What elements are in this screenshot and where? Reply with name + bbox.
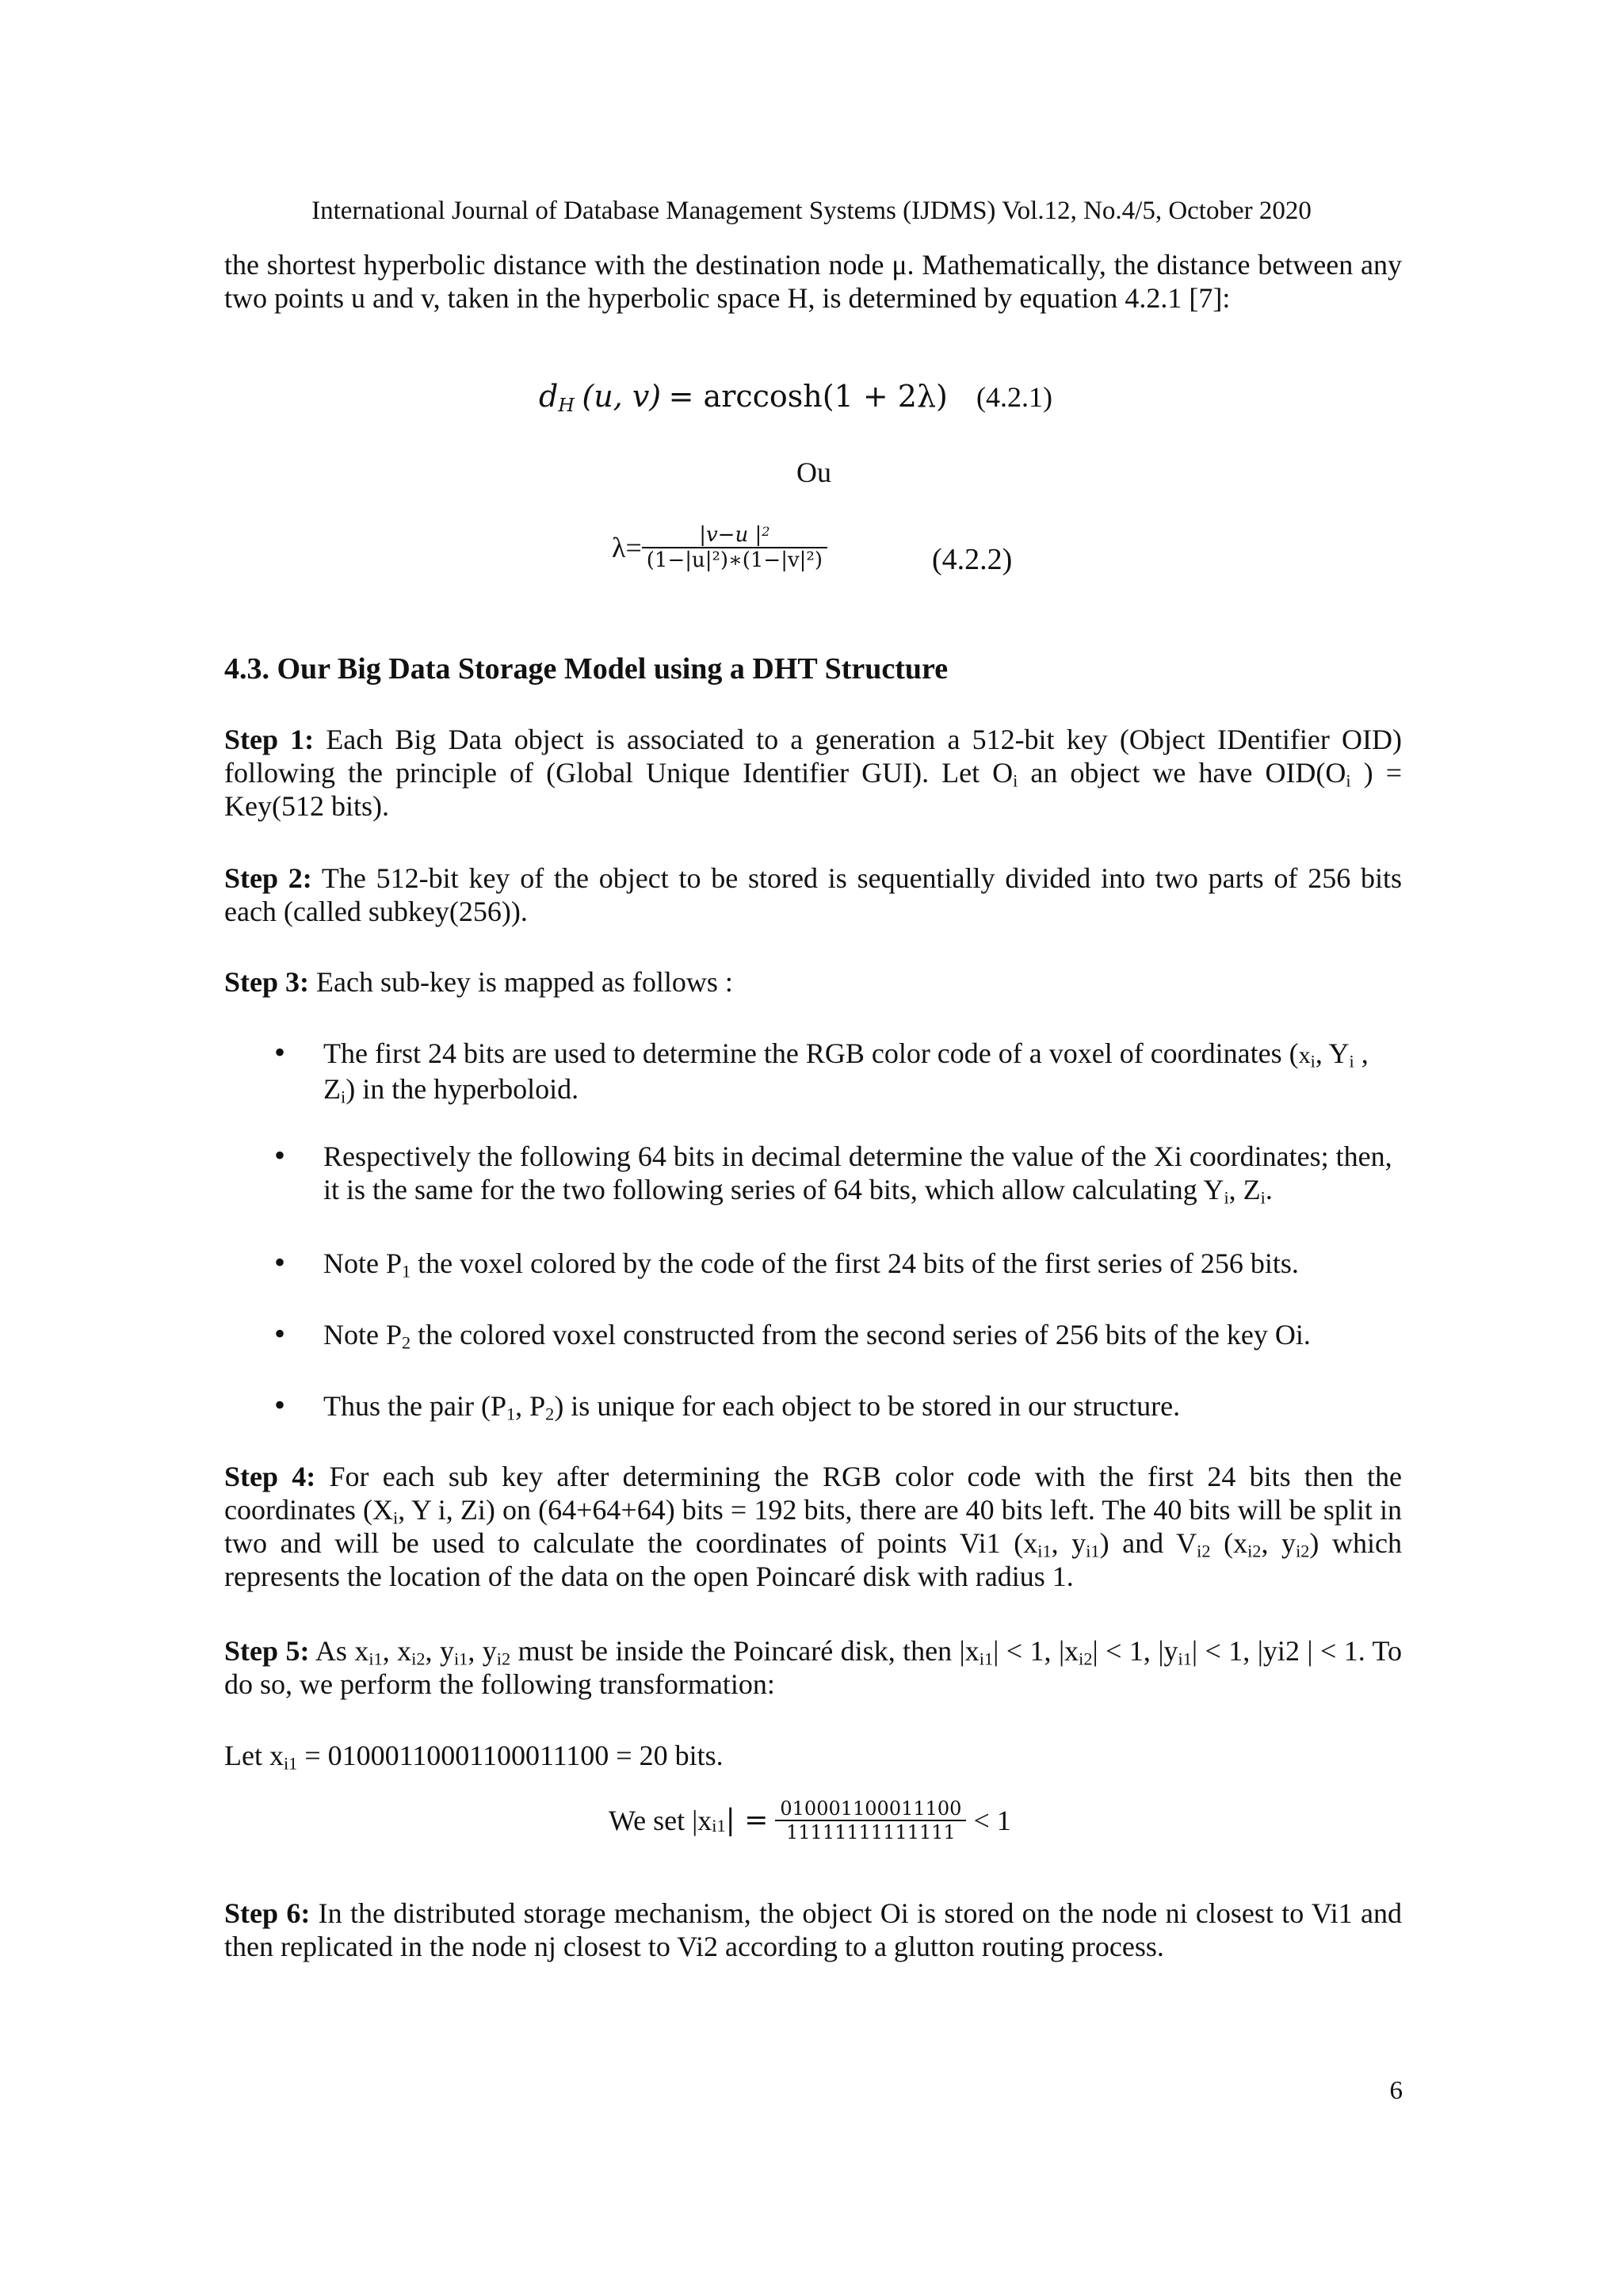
s4-h: (x (1210, 1527, 1248, 1559)
bullet-item-2 (323, 1140, 1403, 1206)
s5-c: , x (382, 1635, 412, 1667)
b1-b: x (1298, 1042, 1311, 1068)
eq3-prefix: We set |x (609, 1805, 712, 1836)
s5-o: | < 1, |yi2 | < 1. To do so, we perform the following transformation: (224, 1635, 1403, 1700)
eq1-rhs: = arccosh(1 + 2λ) (668, 379, 948, 414)
b1-f: , Z (323, 1037, 1369, 1105)
step-6-label: Step 6: (224, 1897, 311, 1929)
eq3-mid: | = (725, 1804, 769, 1837)
b1-a: The first 24 bits are used to determine the RGB color code of a voxel of coordinates ( (323, 1037, 1299, 1069)
step-6-paragraph (224, 1897, 1402, 1963)
s5-b: i1 (369, 1648, 383, 1669)
b5-c: , P (515, 1390, 546, 1422)
page-number: 6 (1389, 2076, 1403, 2105)
bullet-marker-5: • (274, 1387, 286, 1423)
s4-a: i (393, 1507, 399, 1528)
equation-4-2-2 (612, 523, 827, 572)
eq3-numerator: 010001100011100 (780, 1797, 962, 1820)
eq1-args: (u, v) (582, 379, 662, 414)
let-statement (224, 1739, 1402, 1772)
b1-c: i (1310, 1051, 1316, 1072)
bullet-item-4 (323, 1318, 1403, 1351)
step-5-paragraph (224, 1634, 1402, 1701)
eq3-sub: i1 (712, 1815, 726, 1836)
step-4-paragraph (224, 1460, 1402, 1593)
equation-4-2-1 (539, 379, 948, 415)
s5-j: i1 (979, 1648, 994, 1669)
s4-g: i2 (1197, 1541, 1211, 1561)
b2-e: . (1265, 1174, 1273, 1205)
step-2-paragraph (224, 861, 1402, 928)
step-1-text: Each Big Data object is associated to a generation a 512-bit key (Object IDentifier OID) following the principle of (Global Unique Identifier GUI). Let O (224, 724, 1403, 789)
s5-i: must be inside the Poincaré disk, then |x (510, 1635, 980, 1667)
s5-m: | < 1, |y (1092, 1635, 1178, 1667)
bullet-marker-3: • (274, 1244, 286, 1280)
eq2-denominator: (1−|u|²)∗(1−|v|²) (642, 547, 827, 572)
step-3-text: Each sub-key is mapped as follows : (316, 966, 733, 998)
step-2-text: The 512-bit key of the object to be stored is sequentially divided into two parts of 256 bits each (called subkey(256)). (224, 862, 1402, 927)
step-6-text: In the distributed storage mechanism, the object Oi is stored on the node ni closest to Vi1 and then replicated in the node nj closest to Vi2 according to a glutton routing process. (224, 1897, 1403, 1962)
s5-h: i2 (496, 1648, 511, 1669)
b1-e: i (1349, 1051, 1354, 1072)
running-header: International Journal of Database Management Systems (IJDMS) Vol.12, No.4/5, October 2020 (311, 197, 1312, 225)
s4-c: i1 (1037, 1541, 1052, 1561)
s5-f: i1 (453, 1648, 468, 1669)
let-c: = 01000110001100011100 = 20 bits. (297, 1740, 724, 1771)
section-heading: 4.3. Our Big Data Storage Model using a DHT Structure (224, 652, 949, 686)
equation-number-4-2-2: (4.2.2) (932, 543, 1013, 576)
b4-c: the colored voxel constructed from the second series of 256 bits of the key Oi. (411, 1319, 1311, 1350)
b2-d: i (1260, 1187, 1266, 1208)
eq1-lhs-sub: H (558, 393, 575, 416)
equation-number-4-2-1: (4.2.1) (976, 381, 1052, 413)
s5-k: | < 1, |x (993, 1635, 1079, 1667)
eq2-num-text: |v−u | (699, 523, 762, 547)
bullet-item-1 (323, 1037, 1403, 1106)
b3-c: the voxel colored by the code of the first 24 bits of the first series of 256 bits. (411, 1247, 1299, 1279)
step-4-label: Step 4: (224, 1461, 316, 1492)
step-3-label: Step 3: (224, 966, 309, 998)
step-3-paragraph (224, 965, 1402, 999)
step-1-label: Step 1: (224, 724, 315, 755)
s4-b: , Y i, Zi) on (64+64+64) bits = 192 bits, there are 40 bits left. The 40 bits will be split in two and will be used to calculate the coordinates of points Vi1 (x (224, 1494, 1402, 1559)
step-5-label: Step 5: (224, 1635, 310, 1667)
bullet-item-3 (323, 1247, 1403, 1280)
s4-e: i1 (1086, 1541, 1100, 1561)
eq2-fraction (642, 523, 827, 572)
b4-b: 2 (402, 1332, 411, 1353)
eq2-lhs: λ= (612, 532, 642, 563)
b2-b: i (1224, 1187, 1229, 1208)
s5-d: i2 (411, 1648, 426, 1669)
ou-connector: Ou (796, 457, 831, 488)
bullet-item-5 (323, 1389, 1403, 1423)
eq2-num-sup: 2 (762, 523, 770, 539)
s4-d: , y (1051, 1527, 1086, 1559)
s4-l: ) which represents the location of the data on the open Poincaré disk with radius 1. (224, 1527, 1402, 1592)
s4-f: ) and V (1099, 1527, 1197, 1559)
b1-d: , Y (1315, 1037, 1350, 1069)
step-1-mid: an object we have OID(O (1018, 757, 1346, 789)
s4-i: i2 (1247, 1541, 1262, 1561)
b1-g: i (341, 1087, 346, 1107)
s4-text: For each sub key after determining the RGB color code with the first 24 bits then the coordinates (X (224, 1461, 1403, 1526)
step-1-paragraph (224, 723, 1402, 823)
b2-c: , Z (1228, 1174, 1261, 1205)
step-2-label: Step 2: (224, 862, 312, 894)
s5-a: As x (315, 1635, 369, 1667)
step-1-sub2: i (1346, 770, 1351, 791)
eq2-numerator (642, 523, 827, 547)
eq1-lhs: d (539, 379, 559, 414)
eq3-denominator: 11111111111111 (775, 1820, 966, 1843)
equation-normalization (609, 1797, 1011, 1843)
b2-a: Respectively the following 64 bits in decimal determine the value of the Xi coordinates; then, it is the same for the two following series of 64 bits, which allow calculating Y (323, 1140, 1392, 1205)
step-1-sub: i (1013, 770, 1018, 791)
bullet-marker-2: • (274, 1137, 286, 1173)
b5-a: Thus the pair (P (323, 1390, 506, 1422)
s5-e: , y (425, 1635, 454, 1667)
s5-n: i1 (1178, 1648, 1192, 1669)
s4-j: , y (1261, 1527, 1296, 1559)
b4-a: Note P (323, 1319, 402, 1350)
b1-h: ) in the hyperboloid. (346, 1073, 579, 1105)
b5-b: 1 (506, 1404, 516, 1424)
b3-a: Note P (323, 1247, 402, 1279)
let-a: Let x (224, 1740, 284, 1771)
eq3-suffix: < 1 (973, 1805, 1011, 1836)
b5-d: 2 (545, 1404, 555, 1424)
b5-e: ) is unique for each object to be stored in our structure. (554, 1390, 1181, 1422)
let-b: i1 (283, 1753, 298, 1774)
s5-g: , y (468, 1635, 497, 1667)
eq3-fraction (775, 1797, 966, 1843)
b3-b: 1 (402, 1261, 411, 1282)
s5-l: i2 (1079, 1648, 1093, 1669)
s4-k: i2 (1296, 1541, 1310, 1561)
bullet-marker-4: • (274, 1316, 286, 1351)
step-1-end: ) = Key(512 bits). (224, 757, 1403, 822)
intro-paragraph: the shortest hyperbolic distance with the destination node μ. Mathematically, the distance between any two points u and v, taken in the hyperbolic space H, is determined by equation 4.2.1 [7]: (224, 249, 1402, 314)
bullet-marker-1: • (274, 1034, 286, 1070)
